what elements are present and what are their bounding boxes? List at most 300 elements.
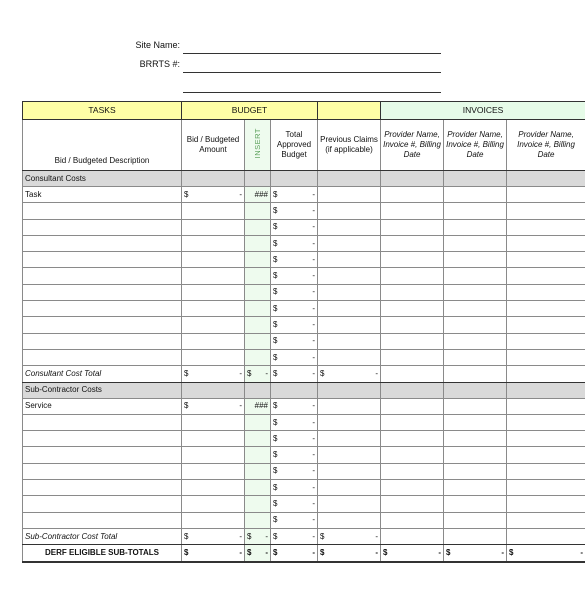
currency-symbol: $	[273, 401, 278, 411]
table-cell[interactable]	[381, 284, 444, 300]
insert-column-header	[245, 120, 271, 171]
currency-symbol: $	[273, 466, 278, 476]
table-cell[interactable]	[318, 496, 381, 512]
bid-amount-cell[interactable]	[182, 398, 245, 414]
zero-value: -	[312, 531, 316, 541]
table-cell[interactable]	[23, 284, 182, 300]
table-cell	[444, 366, 507, 382]
total-approved-cell[interactable]	[271, 447, 318, 463]
total-approved-cell[interactable]	[271, 219, 318, 235]
zero-value: -	[312, 222, 316, 232]
table-cell[interactable]	[245, 284, 271, 300]
provider-1-subtotal	[381, 545, 444, 563]
table-cell[interactable]	[381, 252, 444, 268]
table-cell	[271, 171, 318, 187]
table-cell[interactable]	[381, 447, 444, 463]
table-cell	[444, 171, 507, 187]
total-approved-total	[271, 528, 318, 544]
table-cell[interactable]	[444, 219, 507, 235]
total-approved-cell[interactable]	[271, 317, 318, 333]
total-approved-cell[interactable]	[271, 480, 318, 496]
table-cell	[507, 528, 585, 544]
table-cell[interactable]	[23, 252, 182, 268]
table-cell[interactable]	[381, 219, 444, 235]
total-approved-cell[interactable]	[271, 284, 318, 300]
table-cell[interactable]	[444, 398, 507, 414]
table-row	[23, 284, 585, 300]
currency-symbol: $	[247, 548, 252, 558]
table-cell[interactable]	[318, 317, 381, 333]
table-cell	[381, 171, 444, 187]
table-cell	[381, 382, 444, 398]
zero-value: -	[312, 401, 316, 411]
table-row	[23, 414, 585, 430]
table-cell[interactable]	[23, 203, 182, 219]
table-cell[interactable]	[444, 235, 507, 251]
table-row	[23, 203, 585, 219]
table-cell[interactable]	[245, 431, 271, 447]
table-cell[interactable]	[182, 252, 245, 268]
table-cell[interactable]	[444, 301, 507, 317]
total-approved-header: Total Approved Budget	[271, 120, 318, 171]
derf-subtotals-row	[23, 545, 585, 563]
table-cell[interactable]	[182, 268, 245, 284]
bid-amount-subtotal	[182, 545, 245, 563]
currency-symbol: $	[273, 303, 278, 313]
zero-value: -	[312, 238, 316, 248]
table-cell[interactable]	[381, 512, 444, 528]
table-cell[interactable]	[318, 252, 381, 268]
table-cell[interactable]	[318, 398, 381, 414]
column-header-row	[23, 120, 585, 171]
table-cell[interactable]	[381, 301, 444, 317]
table-cell[interactable]	[318, 463, 381, 479]
zero-value: -	[312, 205, 316, 215]
currency-symbol: $	[273, 450, 278, 460]
table-cell[interactable]	[182, 414, 245, 430]
table-cell[interactable]	[381, 333, 444, 349]
zero-value: -	[312, 352, 316, 362]
table-cell	[507, 382, 585, 398]
bid-amount-header: Bid / Budgeted Amount	[182, 120, 245, 171]
table-row	[23, 235, 585, 251]
site-name-field[interactable]	[183, 53, 441, 54]
zero-value: -	[239, 531, 242, 541]
currency-symbol: $	[273, 515, 278, 525]
table-cell[interactable]	[318, 268, 381, 284]
table-cell[interactable]	[23, 480, 182, 496]
table-cell	[507, 366, 585, 382]
zero-value: -	[312, 548, 316, 558]
currency-symbol: $	[273, 548, 278, 558]
table-cell[interactable]	[245, 512, 271, 528]
table-cell[interactable]	[182, 447, 245, 463]
total-approved-cell[interactable]	[271, 203, 318, 219]
overflow-marker: ###	[254, 401, 268, 411]
insert-cell[interactable]	[245, 398, 271, 414]
table-cell[interactable]	[507, 398, 585, 414]
table-cell[interactable]	[381, 431, 444, 447]
table-cell[interactable]	[318, 414, 381, 430]
table-cell[interactable]	[507, 284, 585, 300]
table-cell[interactable]	[444, 496, 507, 512]
table-cell[interactable]	[182, 333, 245, 349]
tasks-header: TASKS	[23, 102, 182, 120]
insert-subtotal	[245, 545, 271, 563]
table-cell[interactable]	[507, 333, 585, 349]
table-cell[interactable]	[381, 463, 444, 479]
currency-symbol: $	[320, 531, 325, 541]
table-cell	[245, 382, 271, 398]
table-row	[23, 512, 585, 528]
derf-subtotals-label: DERF ELIGIBLE SUB-TOTALS	[23, 545, 182, 563]
table-cell[interactable]	[444, 317, 507, 333]
zero-value: -	[312, 450, 316, 460]
zero-value: -	[265, 531, 268, 541]
currency-symbol: $	[320, 368, 325, 378]
table-cell[interactable]	[23, 512, 182, 528]
zero-value: -	[312, 498, 316, 508]
bid-amount-cell[interactable]	[182, 187, 245, 203]
table-cell[interactable]	[381, 235, 444, 251]
zero-value: -	[438, 548, 442, 558]
table-cell[interactable]	[444, 480, 507, 496]
zero-value: -	[312, 433, 316, 443]
table-cell[interactable]	[23, 431, 182, 447]
currency-symbol: $	[273, 368, 278, 378]
table-cell[interactable]	[318, 431, 381, 447]
currency-symbol: $	[273, 271, 278, 281]
zero-value: -	[265, 548, 268, 558]
overflow-marker: ###	[254, 189, 268, 199]
table-cell[interactable]	[245, 268, 271, 284]
table-cell[interactable]	[444, 252, 507, 268]
table-cell	[182, 171, 245, 187]
previous-claims-total	[318, 366, 381, 382]
provider-2-subtotal	[444, 545, 507, 563]
table-cell[interactable]	[507, 203, 585, 219]
zero-value: -	[312, 515, 316, 525]
table-cell[interactable]	[23, 447, 182, 463]
total-approved-total	[271, 366, 318, 382]
total-approved-cell[interactable]	[271, 333, 318, 349]
zero-value: -	[312, 482, 316, 492]
table-cell[interactable]	[245, 317, 271, 333]
header-field-line[interactable]	[183, 92, 441, 93]
currency-symbol: $	[184, 368, 189, 378]
table-cell[interactable]	[381, 496, 444, 512]
table-cell[interactable]	[182, 496, 245, 512]
table-row	[23, 431, 585, 447]
table-cell[interactable]	[444, 268, 507, 284]
currency-symbol: $	[273, 482, 278, 492]
table-cell[interactable]	[182, 301, 245, 317]
insert-total	[245, 366, 271, 382]
table-cell[interactable]	[444, 512, 507, 528]
table-cell[interactable]	[318, 349, 381, 365]
consultant-total-label: Consultant Cost Total	[23, 366, 182, 382]
zero-value: -	[312, 254, 316, 264]
zero-value: -	[312, 368, 316, 378]
table-row	[23, 398, 585, 414]
zero-value: -	[239, 368, 242, 378]
table-cell[interactable]	[318, 284, 381, 300]
table-cell[interactable]	[507, 187, 585, 203]
table-cell[interactable]	[23, 219, 182, 235]
section-row-subcontractor	[23, 382, 585, 398]
zero-value: -	[239, 548, 242, 558]
brrts-label: BRRTS #:	[139, 59, 180, 69]
budget-spreadsheet	[22, 101, 585, 563]
table-cell[interactable]	[23, 463, 182, 479]
currency-symbol: $	[509, 548, 514, 558]
table-cell[interactable]	[507, 463, 585, 479]
table-cell[interactable]	[381, 480, 444, 496]
table-cell[interactable]	[245, 463, 271, 479]
currency-symbol: $	[273, 189, 278, 199]
table-row	[23, 187, 585, 203]
table-cell[interactable]	[245, 414, 271, 430]
table-cell[interactable]	[318, 203, 381, 219]
consultant-total-row	[23, 366, 585, 382]
currency-symbol: $	[184, 189, 189, 199]
table-cell[interactable]	[318, 219, 381, 235]
zero-value: -	[312, 336, 316, 346]
table-cell[interactable]	[245, 447, 271, 463]
insert-label: INSERT	[252, 128, 262, 159]
total-approved-cell[interactable]	[271, 496, 318, 512]
table-cell[interactable]	[381, 317, 444, 333]
table-cell[interactable]	[245, 219, 271, 235]
total-approved-cell[interactable]	[271, 398, 318, 414]
zero-value: -	[239, 189, 242, 199]
table-cell	[318, 171, 381, 187]
previous-claims-subtotal	[318, 545, 381, 563]
bid-amount-total	[182, 366, 245, 382]
table-row	[23, 317, 585, 333]
currency-symbol: $	[446, 548, 451, 558]
zero-value: -	[375, 368, 379, 378]
blank-header	[318, 102, 381, 120]
table-cell[interactable]	[507, 512, 585, 528]
table-cell[interactable]	[444, 203, 507, 219]
table-row	[23, 301, 585, 317]
insert-cell[interactable]	[245, 187, 271, 203]
table-cell[interactable]	[182, 317, 245, 333]
total-approved-cell[interactable]	[271, 268, 318, 284]
zero-value: -	[312, 189, 316, 199]
table-cell[interactable]	[245, 203, 271, 219]
brrts-field[interactable]	[183, 72, 441, 73]
currency-symbol: $	[273, 417, 278, 427]
currency-symbol: $	[247, 368, 252, 378]
site-name-label: Site Name:	[135, 40, 180, 50]
table-cell[interactable]	[182, 512, 245, 528]
table-cell[interactable]	[182, 480, 245, 496]
table-cell[interactable]	[444, 447, 507, 463]
provider-3-subtotal	[507, 545, 585, 563]
table-cell[interactable]	[182, 235, 245, 251]
table-cell[interactable]	[444, 333, 507, 349]
currency-symbol: $	[273, 238, 278, 248]
total-approved-cell[interactable]	[271, 512, 318, 528]
total-approved-cell[interactable]	[271, 414, 318, 430]
total-approved-cell[interactable]	[271, 431, 318, 447]
table-cell[interactable]	[182, 284, 245, 300]
total-approved-cell[interactable]	[271, 349, 318, 365]
table-cell[interactable]	[318, 333, 381, 349]
table-cell[interactable]	[182, 463, 245, 479]
table-cell[interactable]	[245, 252, 271, 268]
table-row	[23, 447, 585, 463]
table-cell[interactable]	[381, 268, 444, 284]
table-cell[interactable]	[318, 187, 381, 203]
currency-symbol: $	[273, 433, 278, 443]
insert-total	[245, 528, 271, 544]
table-cell[interactable]	[381, 349, 444, 365]
zero-value: -	[312, 466, 316, 476]
table-cell[interactable]	[318, 447, 381, 463]
table-cell[interactable]	[245, 349, 271, 365]
table-cell	[318, 382, 381, 398]
currency-symbol: $	[184, 531, 189, 541]
table-cell[interactable]	[245, 301, 271, 317]
bid-amount-total	[182, 528, 245, 544]
table-cell[interactable]	[182, 203, 245, 219]
table-cell[interactable]	[23, 317, 182, 333]
group-header-row	[23, 102, 585, 120]
zero-value: -	[580, 548, 584, 558]
table-cell[interactable]	[381, 187, 444, 203]
table-cell[interactable]	[318, 301, 381, 317]
table-cell[interactable]	[507, 252, 585, 268]
table-cell	[381, 366, 444, 382]
table-cell[interactable]	[507, 447, 585, 463]
total-approved-cell[interactable]	[271, 187, 318, 203]
table-cell[interactable]	[444, 187, 507, 203]
table-cell	[444, 528, 507, 544]
section-title: Sub-Contractor Costs	[23, 382, 182, 398]
table-cell[interactable]	[23, 414, 182, 430]
table-cell[interactable]	[507, 317, 585, 333]
table-cell[interactable]	[182, 349, 245, 365]
table-cell[interactable]	[507, 496, 585, 512]
zero-value: -	[239, 401, 242, 411]
table-cell[interactable]	[23, 496, 182, 512]
total-approved-cell[interactable]	[271, 235, 318, 251]
currency-symbol: $	[273, 531, 278, 541]
zero-value: -	[375, 548, 379, 558]
table-cell[interactable]	[444, 431, 507, 447]
table-cell	[182, 382, 245, 398]
table-cell[interactable]	[245, 235, 271, 251]
bid-description-header: Bid / Budgeted Description	[23, 120, 182, 171]
zero-value: -	[312, 320, 316, 330]
table-cell[interactable]	[507, 235, 585, 251]
zero-value: -	[312, 271, 316, 281]
currency-symbol: $	[383, 548, 388, 558]
currency-symbol: $	[184, 548, 189, 558]
table-row	[23, 463, 585, 479]
zero-value: -	[312, 303, 316, 313]
currency-symbol: $	[320, 548, 325, 558]
budget-header: BUDGET	[182, 102, 318, 120]
row-label[interactable]: Service	[23, 398, 182, 414]
currency-symbol: $	[273, 498, 278, 508]
table-cell[interactable]	[182, 431, 245, 447]
total-approved-cell[interactable]	[271, 301, 318, 317]
table-cell[interactable]	[23, 333, 182, 349]
provider-1-header: Provider Name, Invoice #, Billing Date	[381, 120, 444, 171]
currency-symbol: $	[273, 205, 278, 215]
previous-claims-header: Previous Claims (if applicable)	[318, 120, 381, 171]
subcontractor-total-label: Sub-Contractor Cost Total	[23, 528, 182, 544]
table-cell[interactable]	[245, 333, 271, 349]
currency-symbol: $	[273, 320, 278, 330]
table-cell[interactable]	[507, 480, 585, 496]
currency-symbol: $	[273, 336, 278, 346]
table-cell[interactable]	[507, 268, 585, 284]
table-cell[interactable]	[507, 301, 585, 317]
table-cell[interactable]	[507, 219, 585, 235]
total-approved-cell[interactable]	[271, 463, 318, 479]
table-cell[interactable]	[318, 235, 381, 251]
zero-value: -	[375, 531, 379, 541]
table-row	[23, 496, 585, 512]
table-cell[interactable]	[23, 235, 182, 251]
table-cell[interactable]	[444, 284, 507, 300]
section-title: Consultant Costs	[23, 171, 182, 187]
table-cell	[245, 171, 271, 187]
table-cell[interactable]	[444, 414, 507, 430]
table-cell[interactable]	[444, 463, 507, 479]
table-cell	[507, 171, 585, 187]
table-row	[23, 349, 585, 365]
table-row	[23, 333, 585, 349]
table-cell[interactable]	[381, 398, 444, 414]
table-cell[interactable]	[318, 512, 381, 528]
currency-symbol: $	[273, 222, 278, 232]
table-cell[interactable]	[507, 349, 585, 365]
table-cell[interactable]	[182, 219, 245, 235]
table-cell[interactable]	[318, 480, 381, 496]
table-cell[interactable]	[245, 480, 271, 496]
currency-symbol: $	[273, 352, 278, 362]
table-cell[interactable]	[245, 496, 271, 512]
currency-symbol: $	[247, 531, 252, 541]
zero-value: -	[312, 417, 316, 427]
table-cell	[444, 382, 507, 398]
total-approved-cell[interactable]	[271, 252, 318, 268]
row-label[interactable]: Task	[23, 187, 182, 203]
table-cell[interactable]	[444, 349, 507, 365]
table-cell[interactable]	[23, 301, 182, 317]
table-cell	[381, 528, 444, 544]
provider-2-header: Provider Name, Invoice #, Billing Date	[444, 120, 507, 171]
table-cell[interactable]	[381, 203, 444, 219]
table-cell[interactable]	[507, 414, 585, 430]
table-cell[interactable]	[507, 431, 585, 447]
currency-symbol: $	[273, 287, 278, 297]
provider-3-header: Provider Name, Invoice #, Billing Date	[507, 120, 585, 171]
table-cell[interactable]	[23, 268, 182, 284]
table-cell[interactable]	[23, 349, 182, 365]
total-approved-subtotal	[271, 545, 318, 563]
table-cell[interactable]	[381, 414, 444, 430]
previous-claims-total	[318, 528, 381, 544]
zero-value: -	[501, 548, 505, 558]
table-row	[23, 268, 585, 284]
